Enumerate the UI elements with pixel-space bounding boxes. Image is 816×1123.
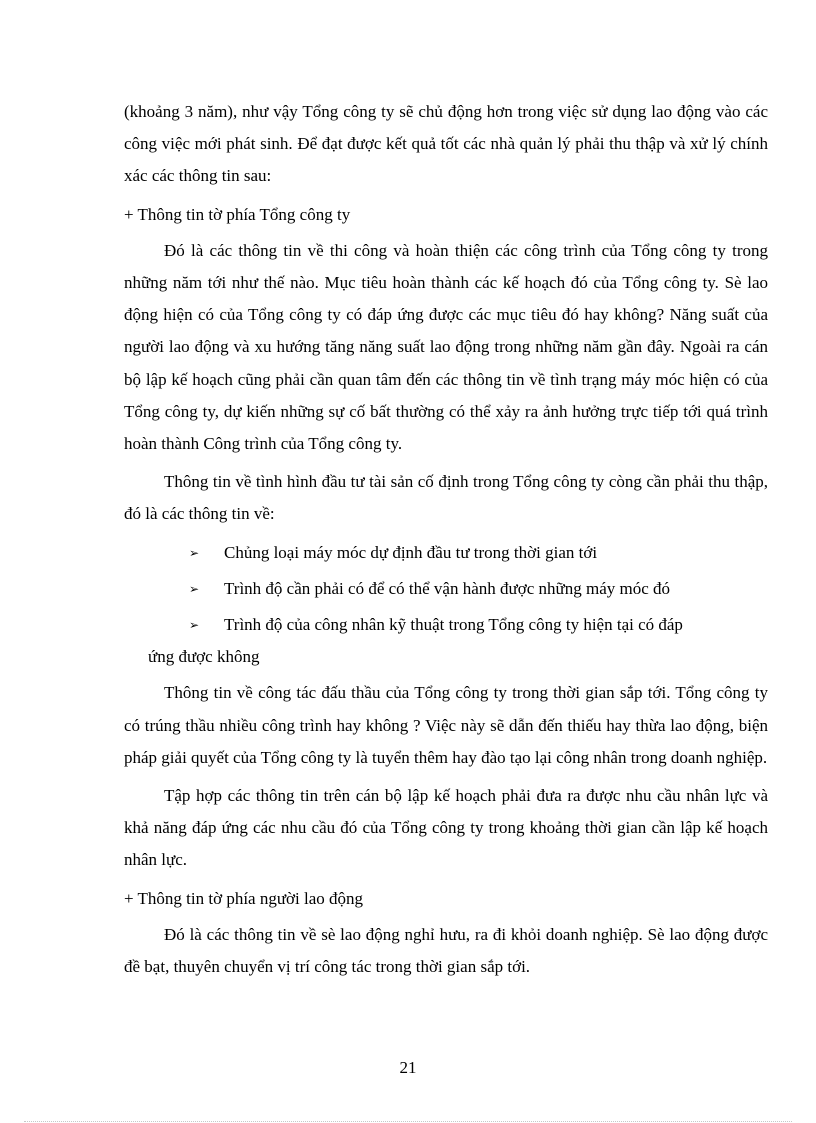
arrow-bullet-icon: ➢ [189, 618, 200, 633]
list-item-text: Trình độ cần phải có để có thể vận hành được những máy móc đó [224, 578, 671, 598]
paragraph: Thông tin về công tác đấu thầu của Tổng công ty trong thời gian sắp tới. Tổng công ty có trúng thầu nhiều công trình hay không ? Việc này sẽ dẫn đến thiếu hay thừa lao động, biện pháp giải quyết của Tổng công ty là tuyển thêm hay đào tạo lại công nhân trong doanh nghiệp. [124, 683, 768, 767]
list-item [124, 573, 768, 605]
page-number: 21 [399, 1058, 417, 1077]
paragraph: Thông tin về tình hình đầu tư tài sản cố định trong Tổng công ty còng cần phải thu thập, đó là các thông tin về: [124, 472, 768, 524]
list-item-text: Trình độ của công nhân kỹ thuật trong Tổng công ty hiện tại có đáp [224, 615, 683, 635]
paragraph: (khoảng 3 năm), như vậy Tổng công ty sẽ chủ động hơn trong việc sử dụng lao động vào các công việc mới phát sinh. Để đạt được kết quả tốt các nhà quản lý phải thu thập và xử lý chính xác các thông tin sau: [124, 102, 768, 186]
paragraph: Đó là các thông tin về thi công và hoàn thiện các công trình của Tổng công ty trong những năm tới như thế nào. Mục tiêu hoàn thành các kế hoạch đó của Tổng công ty. Sè lao động hiện có của Tổng công ty có đáp ứng được các mục tiêu đó hay không? Năng suất của người lao động và xu hướng tăng năng suất lao động trong những năm gần đây. Ngoài ra cán bộ lập kế hoạch cũng phải cần quan tâm đến các thông tin về tình trạng máy móc hiện có của Tổng công ty, dự kiến những sự cố bất thường có thể xảy ra ảnh hưởng trực tiếp tới quá trình hoàn thành Công trình của Tổng công ty. [124, 240, 768, 454]
document-body [124, 96, 768, 989]
section-heading: + Thông tin tờ phía người lao động [124, 888, 364, 908]
list-item-text: Chủng loại máy móc dự định đầu tư trong thời gian tới [224, 542, 598, 562]
paragraph: Tập hợp các thông tin trên cán bộ lập kế hoạch phải đưa ra được nhu cầu nhân lực và khả năng đáp ứng các nhu cầu đó của Tổng công ty trong khoảng thời gian cần lập kế hoạch nhân lực. [124, 786, 768, 870]
list-item [124, 609, 768, 673]
section-heading: + Thông tin tờ phía Tổng công ty [124, 204, 351, 224]
page-bottom-border [24, 1121, 792, 1122]
paragraph: Đó là các thông tin về sè lao động nghỉ hưu, ra đi khỏi doanh nghiệp. Sè lao động được đề bạt, thuyên chuyển vị trí công tác trong thời gian sắp tới. [124, 924, 768, 977]
arrow-bullet-icon: ➢ [189, 581, 200, 596]
list-item [124, 537, 768, 569]
arrow-bullet-icon: ➢ [189, 545, 200, 560]
list-item-text-continuation: ứng được không [148, 647, 260, 667]
